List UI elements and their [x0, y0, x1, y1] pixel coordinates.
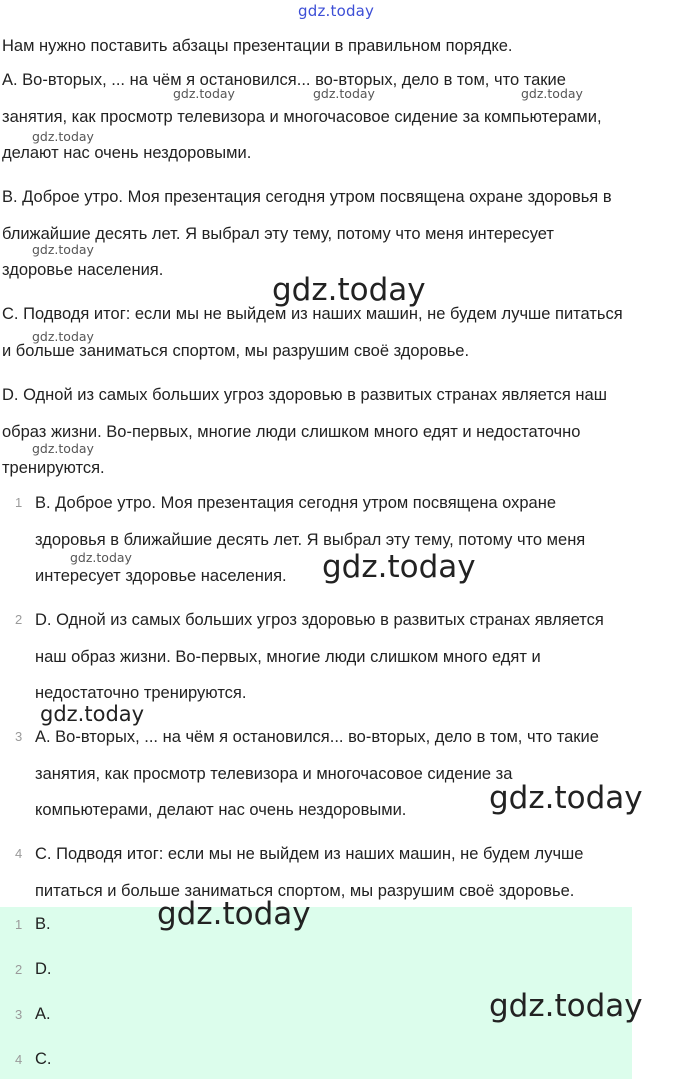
item-line: B. Доброе утро. Моя презентация сегодня утром посвящена охране — [35, 494, 556, 512]
item-number: 4 — [15, 846, 23, 861]
watermark-large: gdz.today — [272, 272, 426, 308]
paragraph-line: и больше заниматься спортом, мы разрушим своё здоровье. — [2, 341, 470, 360]
paragraph-line: образ жизни. Во-первых, многие люди слишком много едят и недостаточно — [2, 422, 581, 441]
item-line: недостаточно тренируются. — [35, 684, 247, 702]
paragraph-a — [2, 62, 680, 172]
answer-item-1 — [0, 907, 632, 952]
answer-value: B. — [35, 915, 51, 933]
watermark-medium: gdz.today — [40, 702, 145, 726]
intro-text: Нам нужно поставить абзацы презентации в правильном порядке. — [2, 37, 513, 55]
paragraph-line: занятия, как просмотр телевизора и многочасовое сидение за компьютерами, — [2, 107, 602, 126]
item-number: 3 — [15, 729, 23, 744]
watermark-large: gdz.today — [322, 549, 476, 585]
answer-number: 2 — [15, 962, 23, 977]
item-line: здоровья в ближайшие десять лет. Я выбрал эту тему, потому что меня — [35, 530, 586, 549]
item-line: питаться и больше заниматься спортом, мы разрушим своё здоровье. — [35, 881, 575, 900]
item-line: наш образ жизни. Во-первых, многие люди слишком много едят и — [35, 647, 541, 666]
watermark-small: gdz.today — [32, 129, 94, 144]
item-text — [35, 485, 585, 595]
paragraph-line: B. Доброе утро. Моя презентация сегодня утром посвящена охране здоровья в — [2, 188, 612, 206]
watermark-large: gdz.today — [489, 780, 643, 816]
answer-value: D. — [35, 960, 52, 978]
item-line: интересует здоровье населения. — [35, 567, 287, 585]
answer-number: 4 — [15, 1052, 23, 1067]
watermark-large: gdz.today — [157, 896, 311, 932]
item-number: 1 — [15, 495, 23, 510]
item-line: A. Во-вторых, ... на чём я остановился... во-вторых, дело в том, что такие — [35, 728, 599, 746]
answer-value: C. — [35, 1050, 52, 1068]
item-text — [35, 602, 604, 712]
answer-number: 3 — [15, 1007, 23, 1022]
paragraph-line: тренируются. — [2, 459, 105, 477]
watermark-small: gdz.today — [32, 329, 94, 344]
paragraph-line: D. Одной из самых больших угроз здоровью в развитых странах является наш — [2, 386, 607, 404]
watermark-small: gdz.today — [32, 441, 94, 456]
item-line: компьютерами, делают нас очень нездоровыми. — [35, 801, 407, 819]
watermark-small: gdz.today — [173, 86, 235, 101]
answer-value: A. — [35, 1005, 51, 1023]
paragraph-line: здоровье населения. — [2, 261, 164, 279]
item-number: 2 — [15, 612, 23, 627]
item-line: C. Подводя итог: если мы не выйдем из наших машин, не будем лучше — [35, 845, 584, 863]
watermark-top: gdz.today — [298, 2, 375, 20]
watermark-small: gdz.today — [313, 86, 375, 101]
paragraph-d — [2, 377, 680, 487]
watermark-small: gdz.today — [70, 550, 132, 565]
item-line: занятия, как просмотр телевизора и многочасовое сидение за — [35, 764, 513, 783]
watermark-small: gdz.today — [521, 86, 583, 101]
watermark-small: gdz.today — [32, 242, 94, 257]
paragraph-line: A. Во-вторых, ... на чём я остановился... во-вторых, дело в том, что такие — [2, 71, 566, 89]
answer-number: 1 — [15, 917, 23, 932]
item-line: D. Одной из самых больших угроз здоровью в развитых странах является — [35, 611, 604, 629]
paragraph-line: C. Подводя итог: если мы не выйдем из наших машин, не будем лучше питаться — [2, 305, 623, 323]
paragraph-line: ближайшие десять лет. Я выбрал эту тему, потому что меня интересует — [2, 224, 554, 243]
watermark-large: gdz.today — [489, 988, 643, 1024]
paragraph-line: делают нас очень нездоровыми. — [2, 144, 252, 162]
answer-item-4 — [0, 1042, 632, 1087]
